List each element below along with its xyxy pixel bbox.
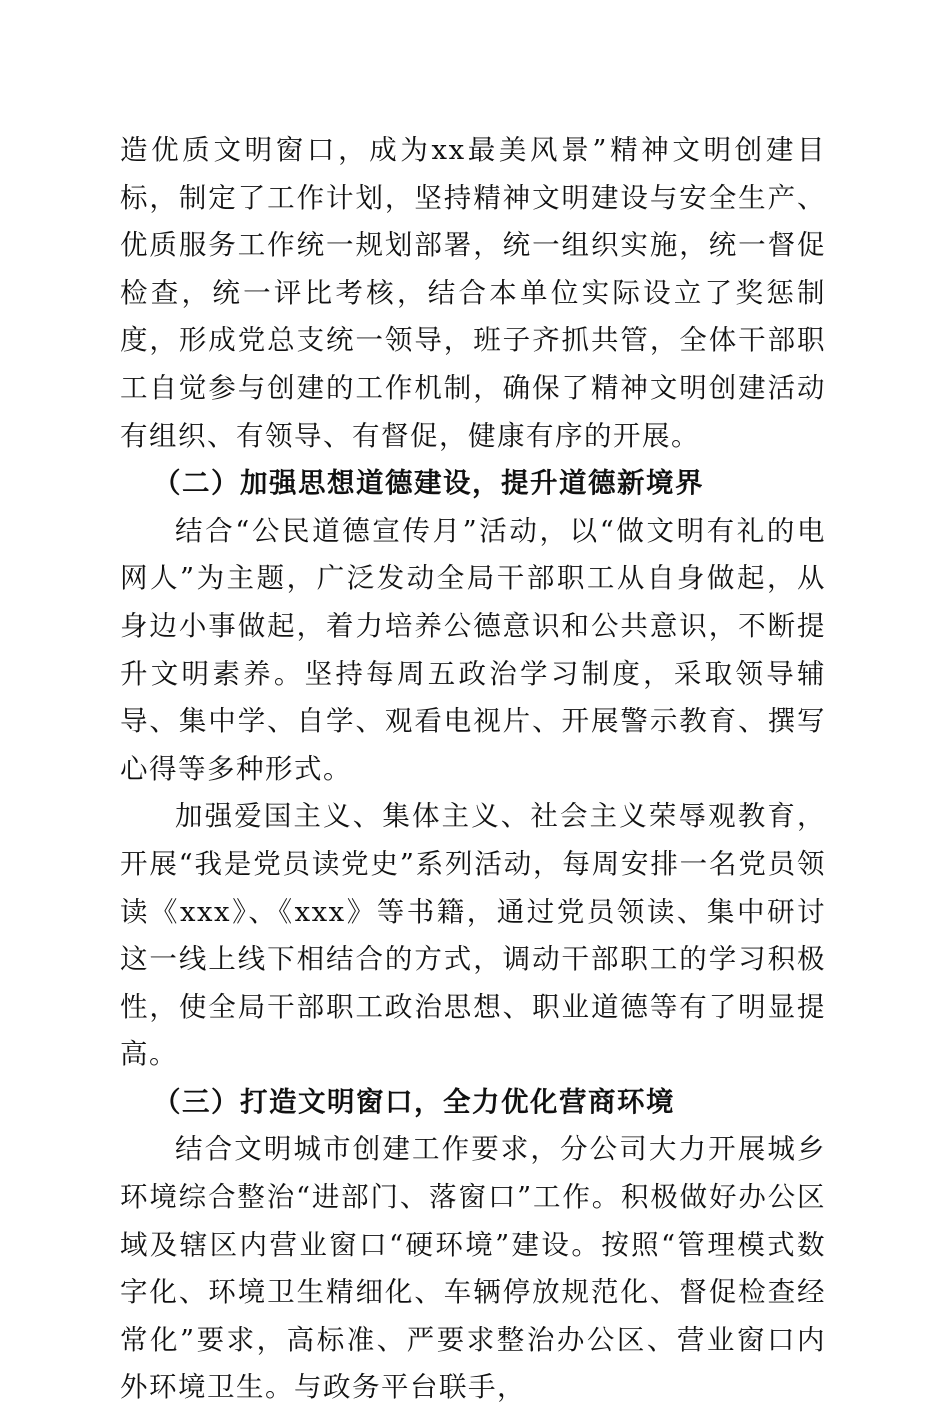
section-heading-3: （三）打造文明窗口，全力优化营商环境	[153, 1085, 675, 1118]
paragraph-civilized-window: 结合文明城市创建工作要求，分公司大力开展城乡环境综合整治“进部门、落窗口”工作。积极做好办公区域及辖区内营业窗口“硬环境”建设。按照“管理模式数字化、环境卫生精细化、车辆停放规范化、督促检查经常化”要求，高标准、严要求整治办公区、营业窗口内外环境卫生。与政务平台联手，	[120, 1133, 826, 1404]
paragraph-continuation: 造优质文明窗口，成为xx最美风景”精神文明创建目标，制定了工作计划，坚持精神文明建设与安全生产、优质服务工作统一规划部署，统一组织实施，统一督促检查，统一评比考核，结合本单位实际设立了奖惩制度，形成党总支统一领导，班子齐抓共管，全体干部职工自觉参与创建的工作机制，确保了精神文明创建活动有组织、有领导、有督促，健康有序的开展。	[120, 134, 826, 452]
paragraph-moral-education: 结合“公民道德宣传月”活动，以“做文明有礼的电网人”为主题，广泛发动全局干部职工从自身做起，从身边小事做起，着力培养公德意识和公共意识，不断提升文明素养。坚持每周五政治学习制度，采取领导辅导、集中学、自学、观看电视片、开展警示教育、撰写心得等多种形式。	[120, 514, 826, 785]
section-heading-2: （二）加强思想道德建设，提升道德新境界	[153, 467, 704, 500]
document-page	[120, 127, 826, 1412]
paragraph-patriotism-education: 加强爱国主义、集体主义、社会主义荣辱观教育，开展“我是党员读党史”系列活动，每周安排一名党员领读《xxx》、《xxx》等书籍，通过党员领读、集中研讨这一线上线下相结合的方式，调动干部职工的学习积极性，使全局干部职工政治思想、职业道德等有了明显提高。	[120, 800, 826, 1071]
